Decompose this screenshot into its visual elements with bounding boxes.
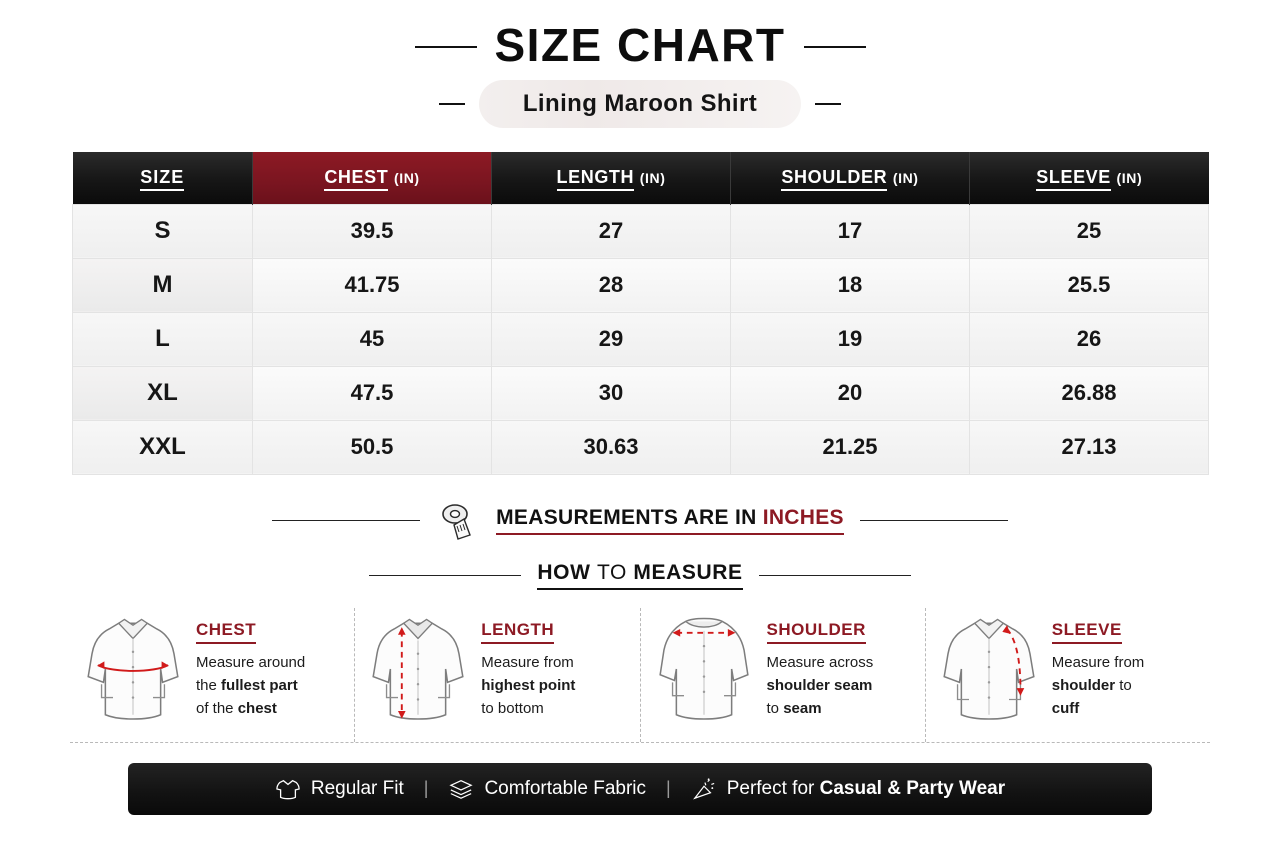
footer-item-fit [275,777,404,801]
footer-label-occasion [727,778,1005,800]
guide-panels [70,608,1210,742]
guide-shoulder-text [767,608,874,721]
guide-sleeve-line2b: shoulder [1051,676,1116,694]
tshirt-icon [275,777,301,801]
title-row [0,19,1280,71]
cell-size: XXL [73,420,253,474]
guide-chest-line2b: fullest part [221,676,298,694]
fabric-stack-icon [448,777,474,801]
column-header-shoulder-label: SHOULDER [781,167,887,191]
shirt-shoulder-icon [651,608,757,730]
cell-sleeve: 25.5 [970,258,1209,312]
table-row [73,258,1209,312]
column-header-length [492,152,731,204]
column-header-length-label: LENGTH [557,167,635,191]
measurement-note-prefix: MEASUREMENTS ARE IN [496,506,763,529]
note-rule-left [272,520,420,521]
cell-shoulder: 18 [731,258,970,312]
how-rule-right [759,575,911,576]
guide-length-line3: to bottom [481,700,544,717]
how-heading-part1: HOW [537,560,597,584]
how-heading-part2: TO [596,560,634,584]
cell-shoulder: 21.25 [731,420,970,474]
guide-sleeve-body [1052,651,1145,721]
subtitle-row [0,80,1280,128]
cell-size: L [73,312,253,366]
guide-sleeve [926,608,1210,742]
cell-shoulder: 17 [731,204,970,258]
title-rule-right [804,46,866,48]
cell-size: XL [73,366,253,420]
guide-sleeve-line2tail: to [1115,676,1132,694]
footer-bar [128,763,1152,815]
measurement-note [0,501,1280,541]
cell-sleeve: 26.88 [970,366,1209,420]
product-name-pill: Lining Maroon Shirt [479,80,801,128]
guides-bottom-divider [70,742,1210,743]
table-row [73,366,1209,420]
how-to-measure-heading [0,561,1280,590]
cell-chest: 50.5 [253,420,492,474]
guide-shoulder-line1: Measure across [766,653,874,671]
header [0,0,1280,128]
guide-chest-line2a: the [196,676,222,694]
footer-label-occasion-plain: Perfect for [726,777,820,799]
cell-sleeve: 26 [970,312,1209,366]
party-popper-icon [691,777,717,801]
guide-shoulder-line3a: to [766,700,784,717]
guide-sleeve-text [1052,608,1145,721]
cell-chest: 39.5 [253,204,492,258]
measurement-note-text [496,506,844,535]
guide-chest-line3a: of the [196,700,238,717]
size-chart-table [72,152,1209,475]
shirt-length-icon [365,608,471,730]
cell-size: M [73,258,253,312]
column-header-chest [253,152,492,204]
guide-shoulder-line2b: shoulder seam [766,676,873,694]
guide-chest-line1: Measure around [196,653,306,671]
guide-chest-line3b: chest [237,700,277,717]
page-title: SIZE CHART [494,19,786,71]
cell-size: S [73,204,253,258]
how-to-measure-text [537,561,742,590]
how-heading-part3: MEASURE [633,560,743,584]
column-header-length-unit: (IN) [639,170,666,187]
footer-label-fabric: Comfortable Fabric [484,777,647,799]
column-header-sleeve-label: SLEEVE [1036,167,1111,191]
guide-length-line2b: highest point [481,676,576,694]
cell-chest: 41.75 [253,258,492,312]
footer-item-fabric [448,777,646,801]
guide-chest [70,608,355,742]
subtitle-dash-left [439,103,465,105]
column-header-sleeve-unit: (IN) [1116,170,1143,187]
footer-separator-1: | [423,778,429,798]
table-row [73,312,1209,366]
subtitle-dash-right [815,103,841,105]
cell-chest: 45 [253,312,492,366]
guide-length [355,608,640,742]
table-header-row [73,152,1209,204]
footer-separator-2: | [666,778,671,798]
footer-item-occasion [691,777,1005,801]
guide-length-line1: Measure from [481,653,574,671]
guide-sleeve-title: SLEEVE [1052,620,1122,644]
footer-label-occasion-bold: Casual & Party Wear [819,777,1006,799]
cell-shoulder: 20 [731,366,970,420]
guide-chest-text [196,608,305,721]
table-row [73,204,1209,258]
cell-sleeve: 25 [970,204,1209,258]
cell-length: 29 [492,312,731,366]
note-rule-right [860,520,1008,521]
column-header-size [73,152,253,204]
column-header-chest-unit: (IN) [393,170,420,187]
column-header-shoulder [731,152,970,204]
how-rule-left [369,575,521,576]
shirt-chest-icon [80,608,186,730]
guide-shoulder [641,608,926,742]
size-chart-table-wrap [72,152,1208,475]
guide-shoulder-line3b: seam [783,700,822,717]
guide-chest-body [196,651,305,721]
guide-sleeve-line1: Measure from [1051,653,1145,671]
cell-length: 30.63 [492,420,731,474]
guide-shoulder-body [767,651,874,721]
cell-length: 27 [492,204,731,258]
guide-sleeve-line3b: cuff [1051,700,1080,717]
title-rule-left [415,46,477,48]
column-header-sleeve [970,152,1209,204]
measurement-note-unit: INCHES [762,506,844,529]
guide-shoulder-title: SHOULDER [767,620,866,644]
shirt-sleeve-icon [936,608,1042,730]
column-header-shoulder-unit: (IN) [892,170,919,187]
guide-length-body [481,651,575,721]
cell-shoulder: 19 [731,312,970,366]
column-header-chest-label: CHEST [324,167,388,191]
cell-sleeve: 27.13 [970,420,1209,474]
cell-length: 30 [492,366,731,420]
measuring-tape-icon [436,501,480,541]
cell-chest: 47.5 [253,366,492,420]
guide-chest-title: CHEST [196,620,256,644]
guide-length-text [481,608,575,721]
column-header-size-label: SIZE [140,167,184,191]
cell-length: 28 [492,258,731,312]
footer-label-fit: Regular Fit [310,777,404,799]
guide-length-title: LENGTH [481,620,554,644]
table-row [73,420,1209,474]
